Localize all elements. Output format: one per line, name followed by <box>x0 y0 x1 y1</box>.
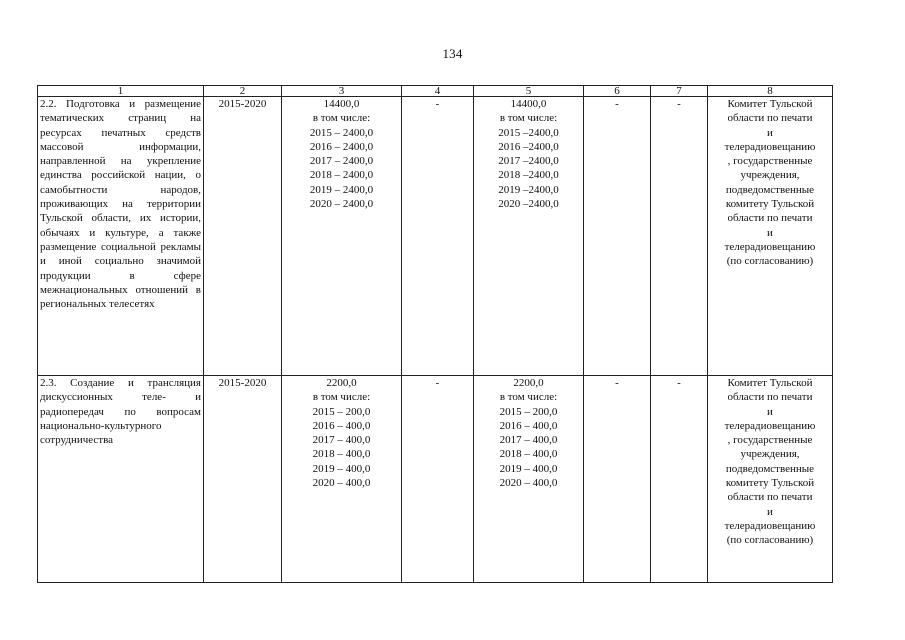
total-funding-line: 2015 – 200,0 <box>312 405 371 418</box>
regional-funding-line: 2015 –2400,0 <box>498 126 559 139</box>
column-7-value: - <box>651 376 708 583</box>
column-header-8: 8 <box>708 86 833 97</box>
page-number: 134 <box>442 46 463 61</box>
activity-period: 2015-2020 <box>204 97 282 376</box>
regional-funding-line: 2200,0 <box>513 377 544 389</box>
regional-funding-line: 2016 –2400,0 <box>498 140 559 153</box>
total-funding <box>282 376 402 583</box>
executor-line: Комитет Тульской <box>727 377 813 389</box>
total-funding-line: 2016 – 2400,0 <box>309 140 374 153</box>
executor-line: телерадиовещанию <box>724 519 816 532</box>
total-funding-line: 2020 – 400,0 <box>312 477 371 490</box>
total-funding-line: 2018 – 2400,0 <box>309 169 374 182</box>
column-header-3: 3 <box>282 86 402 97</box>
executor-line: области по печати <box>727 112 813 125</box>
executor-line: и <box>767 405 773 418</box>
column-6-value: - <box>584 376 651 583</box>
executor-line: подведомственные <box>725 462 815 475</box>
column-header-6: 6 <box>584 86 651 97</box>
total-funding-line: 2017 – 2400,0 <box>309 155 374 168</box>
executor-line: и <box>767 126 773 139</box>
executor-line: Комитет Тульской <box>727 98 813 110</box>
activity-description: 2.3. Создание и трансляция дискуссионных теле- и радиопередач по вопросам национально-культурного сотрудничества <box>38 376 204 583</box>
program-activities-table <box>37 85 833 583</box>
executor-line: телерадиовещанию <box>724 140 816 153</box>
regional-funding-line: 2018 –2400,0 <box>498 169 559 182</box>
column-header-2: 2 <box>204 86 282 97</box>
executor-line: области по печати <box>727 391 813 404</box>
column-number-row <box>38 86 833 97</box>
total-funding-line: 2015 – 2400,0 <box>309 126 374 139</box>
column-7-value: - <box>651 97 708 376</box>
regional-funding-line: 2020 –2400,0 <box>498 198 559 211</box>
executor <box>708 376 833 583</box>
table-row <box>38 97 833 376</box>
regional-funding-line: 2016 – 400,0 <box>499 419 558 432</box>
column-header-4: 4 <box>402 86 474 97</box>
column-header-5: 5 <box>474 86 584 97</box>
regional-funding-line: 2019 –2400,0 <box>498 183 559 196</box>
executor-line: учреждения, <box>740 448 800 461</box>
regional-funding <box>474 376 584 583</box>
total-funding-line: 2016 – 400,0 <box>312 419 371 432</box>
regional-funding-line: в том числе: <box>499 391 558 404</box>
executor-line: и <box>767 226 773 239</box>
executor-line: телерадиовещанию <box>724 240 816 253</box>
executor-line: учреждения, <box>740 169 800 182</box>
executor-line: телерадиовещанию <box>724 419 816 432</box>
regional-funding-line: 2017 –2400,0 <box>498 155 559 168</box>
total-funding-line: 2020 – 2400,0 <box>309 198 374 211</box>
regional-funding-line: 2018 – 400,0 <box>499 448 558 461</box>
column-4-value: - <box>402 97 474 376</box>
executor-line: и <box>767 505 773 518</box>
activity-period: 2015-2020 <box>204 376 282 583</box>
total-funding <box>282 97 402 376</box>
total-funding-line: 2200,0 <box>326 377 357 389</box>
regional-funding-line: 2020 – 400,0 <box>499 477 558 490</box>
total-funding-line: 2017 – 400,0 <box>312 434 371 447</box>
column-4-value: - <box>402 376 474 583</box>
executor <box>708 97 833 376</box>
total-funding-line: в том числе: <box>312 112 371 125</box>
column-header-7: 7 <box>651 86 708 97</box>
table-row <box>38 376 833 583</box>
total-funding-line: 2019 – 2400,0 <box>309 183 374 196</box>
total-funding-line: 14400,0 <box>323 98 360 110</box>
total-funding-line: 2019 – 400,0 <box>312 462 371 475</box>
regional-funding-line: 2015 – 200,0 <box>499 405 558 418</box>
regional-funding-line: в том числе: <box>499 112 558 125</box>
executor-line: области по печати <box>727 212 813 225</box>
regional-funding-line: 2019 – 400,0 <box>499 462 558 475</box>
executor-line: подведомственные <box>725 183 815 196</box>
total-funding-line: в том числе: <box>312 391 371 404</box>
regional-funding-line: 14400,0 <box>510 98 547 110</box>
regional-funding-line: 2017 – 400,0 <box>499 434 558 447</box>
executor-line: , государственные <box>727 155 813 168</box>
executor-line: области по печати <box>727 491 813 504</box>
total-funding-line: 2018 – 400,0 <box>312 448 371 461</box>
executor-line: комитету Тульской <box>725 198 815 211</box>
executor-line: , государственные <box>727 434 813 447</box>
column-header-1: 1 <box>38 86 204 97</box>
executor-line: (по согласованию) <box>726 534 814 547</box>
executor-line: (по согласованию) <box>726 255 814 268</box>
regional-funding <box>474 97 584 376</box>
executor-line: комитету Тульской <box>725 477 815 490</box>
column-6-value: - <box>584 97 651 376</box>
activity-description: 2.2. Подготовка и размещение тематических страниц на ресурсах печатных средств массовой информации, направленной на укрепление единства российской нации, о самобытности народов, проживающих на территории Тульской области, их истории, обычаях и культуре, а также размещение социальной рекламы и иной социально значимой продукции в сфере межнациональных отношений в региональных телесетях <box>38 97 204 376</box>
